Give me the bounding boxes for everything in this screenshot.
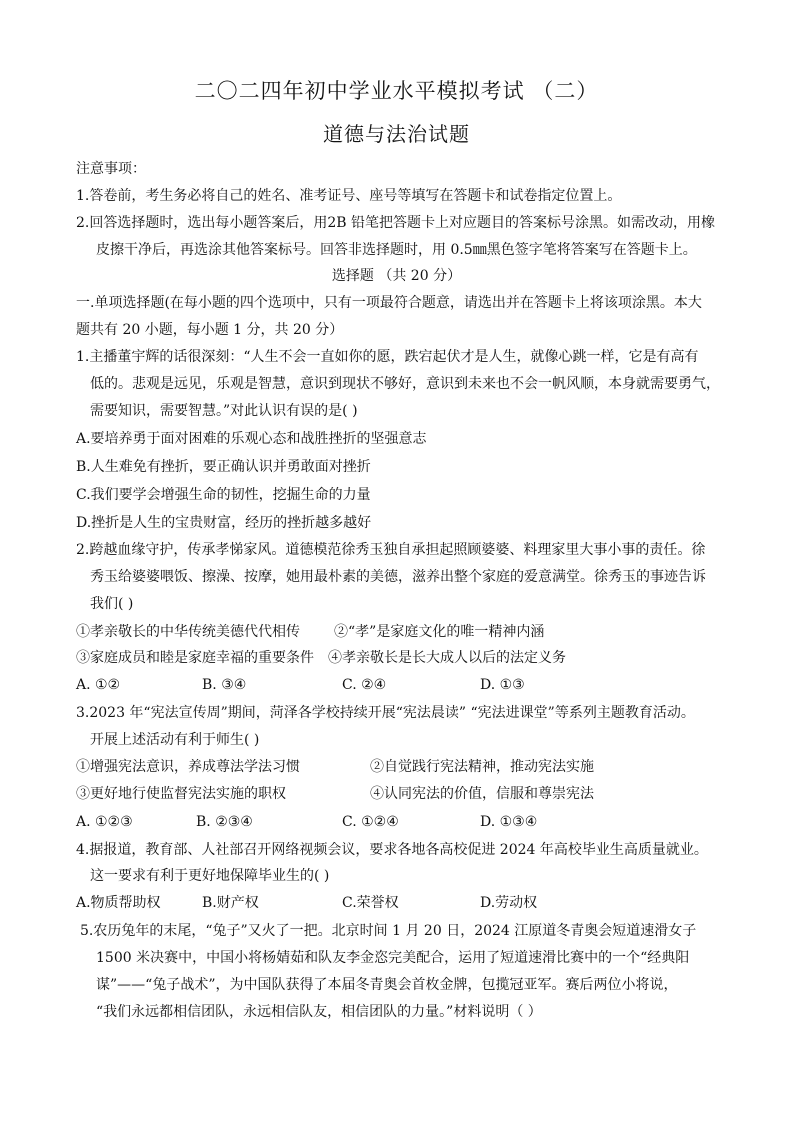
q1-stem-line-2: 低的。悲观是远见，乐观是智慧，意识到现状不够好，意识到未来也不会一帆风顺，本身就需要勇气， [90, 376, 720, 392]
q4-option-d: D.劳动权 [480, 895, 538, 911]
q2-statement-2: ②“孝”是家庭文化的唯一精神内涵 [334, 624, 545, 640]
exam-title: 二〇二四年初中学业水平模拟考试 （二） [194, 79, 599, 103]
q3-statement-1: ①增强宪法意识，养成尊法学法习惯 [76, 759, 300, 775]
q2-option-b: B. ③④ [202, 677, 247, 693]
exam-subtitle: 道德与法治试题 [323, 122, 470, 146]
q3-option-c: C. ①②④ [342, 814, 399, 830]
section-title: 选择题 （共 20 分） [331, 268, 462, 284]
q2-option-d: D. ①③ [480, 677, 525, 693]
q1-stem-line-1: 1.主播董宇辉的话很深刻：“人生不会一直如你的愿，跌宕起伏才是人生，就像心跳一样，它是有高有 [76, 349, 699, 365]
q2-statement-1: ①孝亲敬长的中华传统美德代代相传 [76, 624, 300, 640]
notice-item-1: 1.答卷前，考生务必将自己的姓名、准考证号、座号等填写在答题卡和试卷指定位置上。 [76, 188, 622, 204]
q4-stem-line-1: 4.据报道，教育部、人社部召开网络视频会议，要求各地各高校促进 2024 年高校毕业生高质量就业。 [76, 842, 708, 858]
q5-stem-line-4: “我们永远都相信团队，永远相信队友，相信团队的力量。”材料说明（ ） [96, 1004, 542, 1020]
q4-option-c: C.荣誉权 [342, 895, 399, 911]
notice-item-2-line-2: 皮擦干净后，再选涂其他答案标号。回答非选择题时，用 0.5㎜黑色签字笔将答案写在答题卡上。 [96, 242, 697, 258]
q1-stem-line-3: 需要知识，需要智慧。”对此认识有误的是( ) [90, 403, 358, 419]
q3-option-d: D. ①③④ [480, 814, 538, 830]
q2-stem-line-3: 我们( ) [90, 596, 134, 612]
q2-stem-line-1: 2.跨越血缘守护，传承孝悌家风。道德模范徐秀玉独自承担起照顾婆婆、料理家里大事小事的责任。徐 [76, 542, 706, 558]
q2-option-c: C. ②④ [342, 677, 387, 693]
q2-option-a: A. ①② [76, 677, 121, 693]
q4-stem-line-2: 这一要求有利于更好地保障毕业生的( ) [90, 868, 330, 884]
q5-stem-line-2: 1500 米决赛中，中国小将杨婧茹和队友李金恣完美配合，运用了短道速滑比赛中的一个“经典阳 [96, 950, 690, 966]
q1-option-b: B.人生难免有挫折，要正确认识并勇敢面对挫折 [76, 459, 371, 475]
q2-stem-line-2: 秀玉给婆婆喂饭、擦澡、按摩，她用最朴素的美德，滋养出整个家庭的爱意满堂。徐秀玉的事迹告诉 [90, 569, 706, 585]
q1-option-c: C.我们要学会增强生命的韧性，挖掘生命的力量 [76, 487, 371, 503]
q3-option-a: A. ①②③ [76, 814, 133, 830]
q3-stem-line-2: 开展上述活动有利于师生( ) [90, 732, 260, 748]
q1-option-a: A.要培养勇于面对困难的乐观心态和战胜挫折的坚强意志 [76, 431, 427, 447]
q5-stem-line-1: 5.农历兔年的末尾，“兔子”又火了一把。北京时间 1 月 20 日，2024 江原道冬青奥会短道速滑女子 [80, 923, 697, 939]
q2-statement-4: ④孝亲敬长是长大成人以后的法定义务 [328, 650, 566, 666]
q3-statement-2: ②自觉践行宪法精神，推动宪法实施 [370, 759, 594, 775]
q3-option-b: B. ②③④ [196, 814, 253, 830]
q4-option-b: B.财产权 [202, 895, 259, 911]
q5-stem-line-3: 谋”——“兔子战术”，为中国队获得了本届冬青奥会首枚金牌，包揽冠亚军。赛后两位小将说， [96, 977, 678, 993]
q3-statement-4: ④认同宪法的价值，信服和尊崇宪法 [370, 786, 594, 802]
q3-statement-3: ③更好地行使监督宪法实施的职权 [76, 786, 286, 802]
section-intro-line-2: 题共有 20 小题，每小题 1 分，共 20 分） [76, 322, 344, 338]
q2-statement-3: ③家庭成员和睦是家庭幸福的重要条件 [76, 650, 314, 666]
section-intro-line-1: 一.单项选择题(在每小题的四个选项中，只有一项最符合题意，请选出并在答题卡上将该项涂黑。本大 [76, 295, 702, 311]
notice-item-2-line-1: 2.回答选择题时，选出每小题答案后，用2B 铅笔把答题卡上对应题目的答案标号涂黑。如需改动，用橡 [76, 215, 716, 231]
q3-stem-line-1: 3.2023 年“宪法宣传周”期间，菏泽各学校持续开展“宪法晨读” “宪法进课堂”等系列主题教育活动。 [76, 705, 695, 721]
q1-option-d: D.挫折是人生的宝贵财富，经历的挫折越多越好 [76, 515, 372, 531]
notice-heading: 注意事项： [76, 161, 146, 177]
q4-option-a: A.物质帮助权 [76, 895, 161, 911]
